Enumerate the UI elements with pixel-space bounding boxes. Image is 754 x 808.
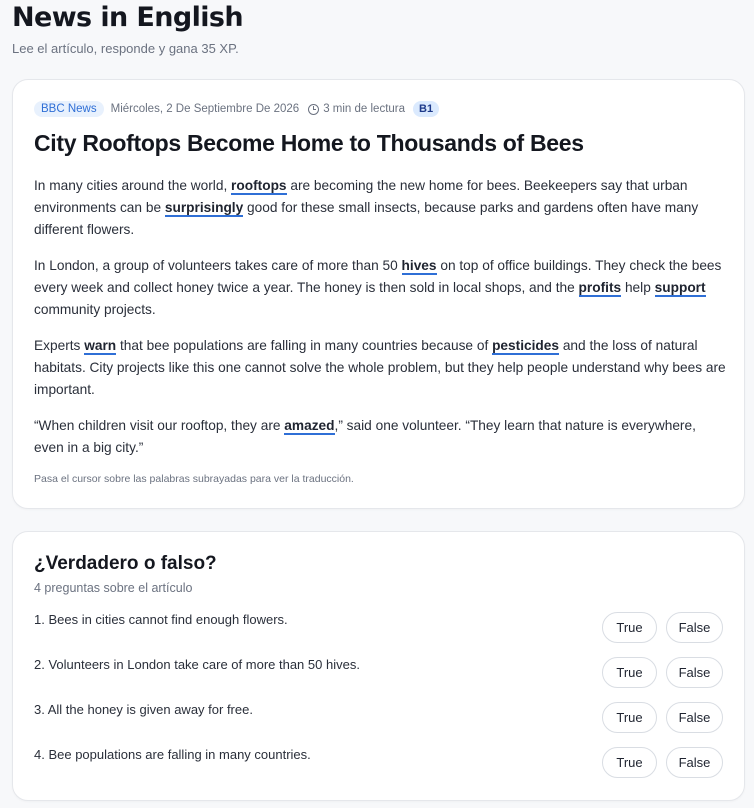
read-time-label: 3 min de lectura bbox=[323, 103, 406, 115]
read-time bbox=[308, 103, 405, 115]
vocab-word-warn[interactable]: warn bbox=[84, 338, 117, 353]
page-subtitle: Lee el artículo, responde y gana 35 XP. bbox=[12, 41, 239, 56]
false-button[interactable]: False bbox=[666, 747, 723, 778]
article-card bbox=[12, 79, 745, 509]
false-button[interactable]: False bbox=[666, 702, 723, 733]
question-text: 4. Bee populations are falling in many countries. bbox=[34, 747, 311, 762]
question-text: 1. Bees in cities cannot find enough flowers. bbox=[34, 612, 288, 627]
question-row bbox=[34, 702, 723, 736]
question-text: 3. All the honey is given away for free. bbox=[34, 702, 253, 717]
translation-hint: Pasa el cursor sobre las palabras subrayadas para ver la traducción. bbox=[34, 473, 354, 485]
vocab-word-amazed[interactable]: amazed bbox=[284, 418, 335, 433]
vocab-word-surprisingly[interactable]: surprisingly bbox=[164, 200, 244, 215]
question-text: 2. Volunteers in London take care of more than 50 hives. bbox=[34, 657, 360, 672]
page-title: News in English bbox=[12, 2, 243, 33]
vocab-word-pesticides[interactable]: pesticides bbox=[492, 338, 560, 353]
question-row bbox=[34, 657, 723, 691]
level-badge: B1 bbox=[413, 101, 439, 117]
article-paragraph: “When children visit our rooftop, they are amazed,” said one volunteer. “They learn that nature is everywhere, even in a big city.” bbox=[34, 418, 696, 455]
article-paragraph: Experts warn that bee populations are falling in many countries because of pesticides and the loss of natural habitats. City projects like this one cannot solve the whole problem, but they help people understand why bees are important. bbox=[34, 338, 726, 397]
quiz-title: ¿Verdadero o falso? bbox=[34, 553, 217, 574]
true-button[interactable]: True bbox=[602, 657, 657, 688]
article-body bbox=[34, 175, 727, 473]
vocab-word-support[interactable]: support bbox=[654, 280, 706, 295]
false-button[interactable]: False bbox=[666, 657, 723, 688]
true-button[interactable]: True bbox=[602, 702, 657, 733]
vocab-word-profits[interactable]: profits bbox=[578, 280, 622, 295]
true-button[interactable]: True bbox=[602, 747, 657, 778]
article-paragraph: In many cities around the world, rooftops are becoming the new home for bees. Beekeepers say that urban environments can be surprisingly good for these small insects, because parks and gardens often have many different flowers. bbox=[34, 178, 699, 237]
true-button[interactable]: True bbox=[602, 612, 657, 643]
article-paragraph: In London, a group of volunteers takes care of more than 50 hives on top of office buildings. They check the bees every week and collect honey twice a year. The honey is then sold in local shops, and the profits help support community projects. bbox=[34, 258, 722, 317]
question-row bbox=[34, 747, 723, 781]
quiz-card bbox=[12, 531, 745, 801]
source-badge: BBC News bbox=[34, 101, 104, 117]
article-meta bbox=[34, 101, 439, 117]
article-date: Miércoles, 2 De Septiembre De 2026 bbox=[110, 103, 300, 115]
vocab-word-hives[interactable]: hives bbox=[401, 258, 437, 273]
clock-icon bbox=[308, 104, 319, 115]
false-button[interactable]: False bbox=[666, 612, 723, 643]
vocab-word-rooftops[interactable]: rooftops bbox=[231, 178, 287, 193]
article-title: City Rooftops Become Home to Thousands of Bees bbox=[34, 130, 584, 156]
question-row bbox=[34, 612, 723, 646]
quiz-subtitle: 4 preguntas sobre el artículo bbox=[34, 581, 193, 595]
